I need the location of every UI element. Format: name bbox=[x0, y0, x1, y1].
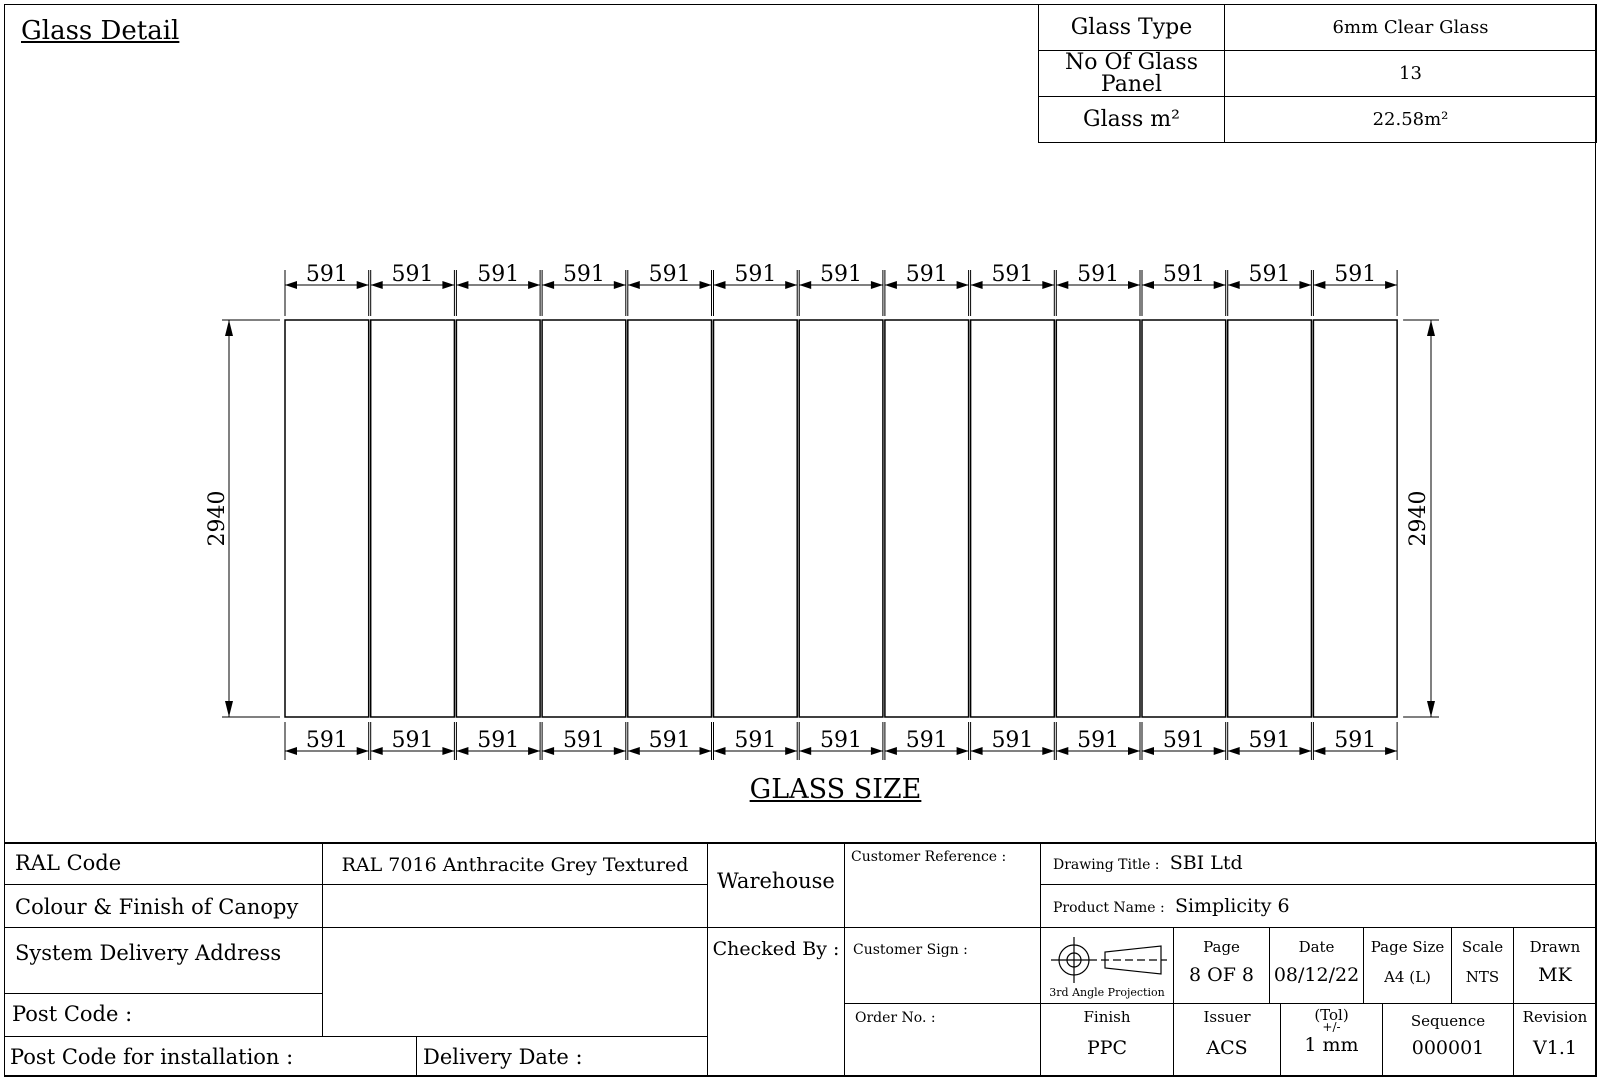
top-dim-arrow bbox=[542, 281, 554, 289]
left-height-label: 2940 bbox=[205, 490, 230, 547]
top-dim-arrow bbox=[1313, 281, 1325, 289]
bottom-dim-arrow bbox=[1299, 747, 1311, 755]
bottom-dim-arrow bbox=[628, 747, 640, 755]
tolerance-cell bbox=[1281, 1004, 1383, 1077]
bottom-dim-arrow bbox=[357, 747, 369, 755]
sequence-cell bbox=[1383, 1004, 1514, 1077]
page-value: 8 OF 8 bbox=[1188, 964, 1254, 986]
drawn-value: MK bbox=[1538, 964, 1572, 986]
top-dim-arrow bbox=[456, 281, 468, 289]
product-name-label: Product Name : bbox=[1053, 900, 1165, 916]
sequence-value: 000001 bbox=[1411, 1037, 1485, 1059]
top-dim-label: 591 bbox=[562, 262, 605, 287]
bottom-dim-label: 591 bbox=[1248, 728, 1291, 753]
finish-value: PPC bbox=[1086, 1037, 1128, 1059]
post-code-label: Post Code : bbox=[4, 994, 323, 1037]
projection-label: 3rd Angle Projection bbox=[1049, 986, 1165, 999]
top-dim-label: 591 bbox=[648, 262, 691, 287]
page-size-label: Page Size bbox=[1370, 938, 1445, 956]
page-label: Page bbox=[1203, 938, 1240, 956]
top-dim-arrow bbox=[1228, 281, 1240, 289]
bottom-dim-label: 591 bbox=[905, 728, 948, 753]
bottom-dim-label: 591 bbox=[734, 728, 777, 753]
top-dim-arrow bbox=[971, 281, 983, 289]
top-dim-arrow bbox=[1385, 281, 1397, 289]
bottom-dim-arrow bbox=[1056, 747, 1068, 755]
finish-cell bbox=[1041, 1004, 1174, 1077]
glass-panel bbox=[714, 320, 798, 717]
scale-value: NTS bbox=[1465, 968, 1500, 986]
top-dim-arrow bbox=[785, 281, 797, 289]
customer-sign-label: Customer Sign : bbox=[845, 928, 1041, 1004]
top-dim-label: 591 bbox=[1162, 262, 1205, 287]
warehouse-label: Warehouse bbox=[708, 842, 845, 928]
bottom-dim-arrow bbox=[1042, 747, 1054, 755]
top-dim-arrow bbox=[885, 281, 897, 289]
glass-type-value: 6mm Clear Glass bbox=[1225, 5, 1597, 51]
glass-type-label: Glass Type bbox=[1039, 5, 1225, 51]
tolerance-value: 1 mm bbox=[1304, 1034, 1359, 1056]
glass-area-label: Glass m² bbox=[1039, 97, 1225, 143]
bottom-dim-label: 591 bbox=[991, 728, 1034, 753]
top-dim-arrow bbox=[1128, 281, 1140, 289]
top-dim-arrow bbox=[700, 281, 712, 289]
ral-code-label: RAL Code bbox=[4, 842, 323, 885]
top-dim-arrow bbox=[528, 281, 540, 289]
top-dim-arrow bbox=[1214, 281, 1226, 289]
top-dim-label: 591 bbox=[1248, 262, 1291, 287]
bottom-dim-arrow bbox=[614, 747, 626, 755]
bottom-dim-arrow bbox=[442, 747, 454, 755]
colour-finish-value bbox=[323, 885, 708, 928]
top-dim-arrow bbox=[628, 281, 640, 289]
top-dim-label: 591 bbox=[305, 262, 348, 287]
top-dim-label: 591 bbox=[991, 262, 1034, 287]
top-dim-arrow bbox=[371, 281, 383, 289]
panel-count-value: 13 bbox=[1225, 51, 1597, 97]
glass-panel bbox=[456, 320, 540, 717]
top-dim-arrow bbox=[285, 281, 297, 289]
right-height-arrow bbox=[1427, 701, 1435, 717]
glass-panel bbox=[885, 320, 969, 717]
product-name-value: Simplicity 6 bbox=[1174, 895, 1290, 917]
bottom-dim-arrow bbox=[957, 747, 969, 755]
bottom-dim-arrow bbox=[1228, 747, 1240, 755]
issuer-label: Issuer bbox=[1203, 1008, 1251, 1026]
bottom-dim-arrow bbox=[542, 747, 554, 755]
bottom-dim-label: 591 bbox=[1162, 728, 1205, 753]
top-dim-arrow bbox=[1056, 281, 1068, 289]
bottom-dim-arrow bbox=[285, 747, 297, 755]
left-height-arrow bbox=[225, 320, 233, 336]
bottom-dim-arrow bbox=[456, 747, 468, 755]
bottom-dim-arrow bbox=[871, 747, 883, 755]
customer-reference-label: Customer Reference : bbox=[845, 842, 1041, 928]
glass-panel bbox=[285, 320, 369, 717]
drawn-cell bbox=[1514, 928, 1597, 1004]
top-dim-label: 591 bbox=[1334, 262, 1377, 287]
top-dim-arrow bbox=[614, 281, 626, 289]
top-dim-arrow bbox=[714, 281, 726, 289]
checked-by-label: Checked By : bbox=[708, 928, 845, 1077]
tolerance-sub: +/- bbox=[1322, 1020, 1341, 1034]
bottom-dim-arrow bbox=[971, 747, 983, 755]
top-dim-arrow bbox=[442, 281, 454, 289]
drawn-label: Drawn bbox=[1529, 938, 1581, 956]
sequence-label: Sequence bbox=[1410, 1012, 1486, 1030]
scale-cell bbox=[1452, 928, 1514, 1004]
revision-cell bbox=[1514, 1004, 1597, 1077]
issuer-cell bbox=[1174, 1004, 1281, 1077]
post-code-install-label: Post Code for installation : bbox=[4, 1037, 417, 1077]
bottom-dim-arrow bbox=[799, 747, 811, 755]
order-no-label: Order No. : bbox=[845, 1004, 1041, 1077]
right-height-label: 2940 bbox=[1406, 490, 1431, 547]
bottom-dim-arrow bbox=[785, 747, 797, 755]
page-size-cell bbox=[1364, 928, 1452, 1004]
bottom-dim-label: 591 bbox=[1077, 728, 1120, 753]
date-value: 08/12/22 bbox=[1273, 964, 1360, 986]
delivery-address-value bbox=[323, 928, 708, 1037]
delivery-address-label: System Delivery Address bbox=[4, 928, 323, 994]
revision-label: Revision bbox=[1522, 1008, 1588, 1026]
bottom-dim-arrow bbox=[371, 747, 383, 755]
bottom-dim-label: 591 bbox=[1334, 728, 1377, 753]
scale-label: Scale bbox=[1461, 938, 1504, 956]
page-cell bbox=[1174, 928, 1270, 1004]
bottom-dim-arrow bbox=[1313, 747, 1325, 755]
top-dim-arrow bbox=[871, 281, 883, 289]
top-dim-arrow bbox=[1142, 281, 1154, 289]
bottom-dim-arrow bbox=[700, 747, 712, 755]
bottom-dim-label: 591 bbox=[477, 728, 520, 753]
top-dim-label: 591 bbox=[1077, 262, 1120, 287]
glass-panel bbox=[371, 320, 455, 717]
top-dim-label: 591 bbox=[391, 262, 434, 287]
glass-panel bbox=[628, 320, 712, 717]
bottom-dim-arrow bbox=[885, 747, 897, 755]
tolerance-label: (Tol) bbox=[1314, 1006, 1349, 1024]
revision-value: V1.1 bbox=[1533, 1037, 1577, 1059]
top-dim-label: 591 bbox=[905, 262, 948, 287]
top-dim-arrow bbox=[1042, 281, 1054, 289]
top-dim-label: 591 bbox=[820, 262, 863, 287]
bottom-dim-arrow bbox=[1142, 747, 1154, 755]
bottom-dim-label: 591 bbox=[562, 728, 605, 753]
bottom-dim-arrow bbox=[1128, 747, 1140, 755]
left-height-arrow bbox=[225, 701, 233, 717]
page-title: Glass Detail bbox=[21, 16, 180, 46]
title-block bbox=[4, 842, 1597, 1077]
top-dim-label: 591 bbox=[734, 262, 777, 287]
top-dim-arrow bbox=[357, 281, 369, 289]
glass-panel bbox=[971, 320, 1055, 717]
glass-panel bbox=[799, 320, 883, 717]
top-dim-label: 591 bbox=[477, 262, 520, 287]
colour-finish-label: Colour & Finish of Canopy bbox=[4, 885, 323, 928]
bottom-dim-label: 591 bbox=[391, 728, 434, 753]
bottom-dim-arrow bbox=[528, 747, 540, 755]
bottom-dim-label: 591 bbox=[820, 728, 863, 753]
drawing-title-row bbox=[1041, 842, 1597, 885]
date-cell bbox=[1270, 928, 1364, 1004]
right-height-arrow bbox=[1427, 320, 1435, 336]
date-label: Date bbox=[1298, 938, 1335, 956]
projection-cell bbox=[1041, 928, 1174, 1004]
glass-panel bbox=[1142, 320, 1226, 717]
finish-label: Finish bbox=[1083, 1008, 1131, 1026]
glass-area-value: 22.58m² bbox=[1225, 97, 1597, 143]
panel-count-label: No Of Glass Panel bbox=[1039, 51, 1225, 97]
issuer-value: ACS bbox=[1206, 1037, 1248, 1059]
bottom-dim-arrow bbox=[1214, 747, 1226, 755]
bottom-dim-arrow bbox=[1385, 747, 1397, 755]
top-dim-arrow bbox=[1299, 281, 1311, 289]
top-dim-arrow bbox=[799, 281, 811, 289]
glass-panel bbox=[1228, 320, 1312, 717]
glass-size-caption: GLASS SIZE bbox=[749, 774, 922, 805]
glass-panel bbox=[542, 320, 626, 717]
page-size-value: A4 (L) bbox=[1384, 968, 1431, 986]
bottom-dim-arrow bbox=[714, 747, 726, 755]
bottom-dim-label: 591 bbox=[305, 728, 348, 753]
drawing-title-value: SBI Ltd bbox=[1169, 852, 1243, 874]
product-name-row bbox=[1041, 885, 1597, 928]
glass-panel bbox=[1056, 320, 1140, 717]
glass-panel bbox=[1313, 320, 1397, 717]
delivery-date-label: Delivery Date : bbox=[417, 1037, 708, 1077]
bottom-dim-label: 591 bbox=[648, 728, 691, 753]
top-dim-arrow bbox=[957, 281, 969, 289]
drawing-title-label: Drawing Title : bbox=[1053, 857, 1160, 873]
ral-code-value: RAL 7016 Anthracite Grey Textured bbox=[323, 842, 708, 885]
